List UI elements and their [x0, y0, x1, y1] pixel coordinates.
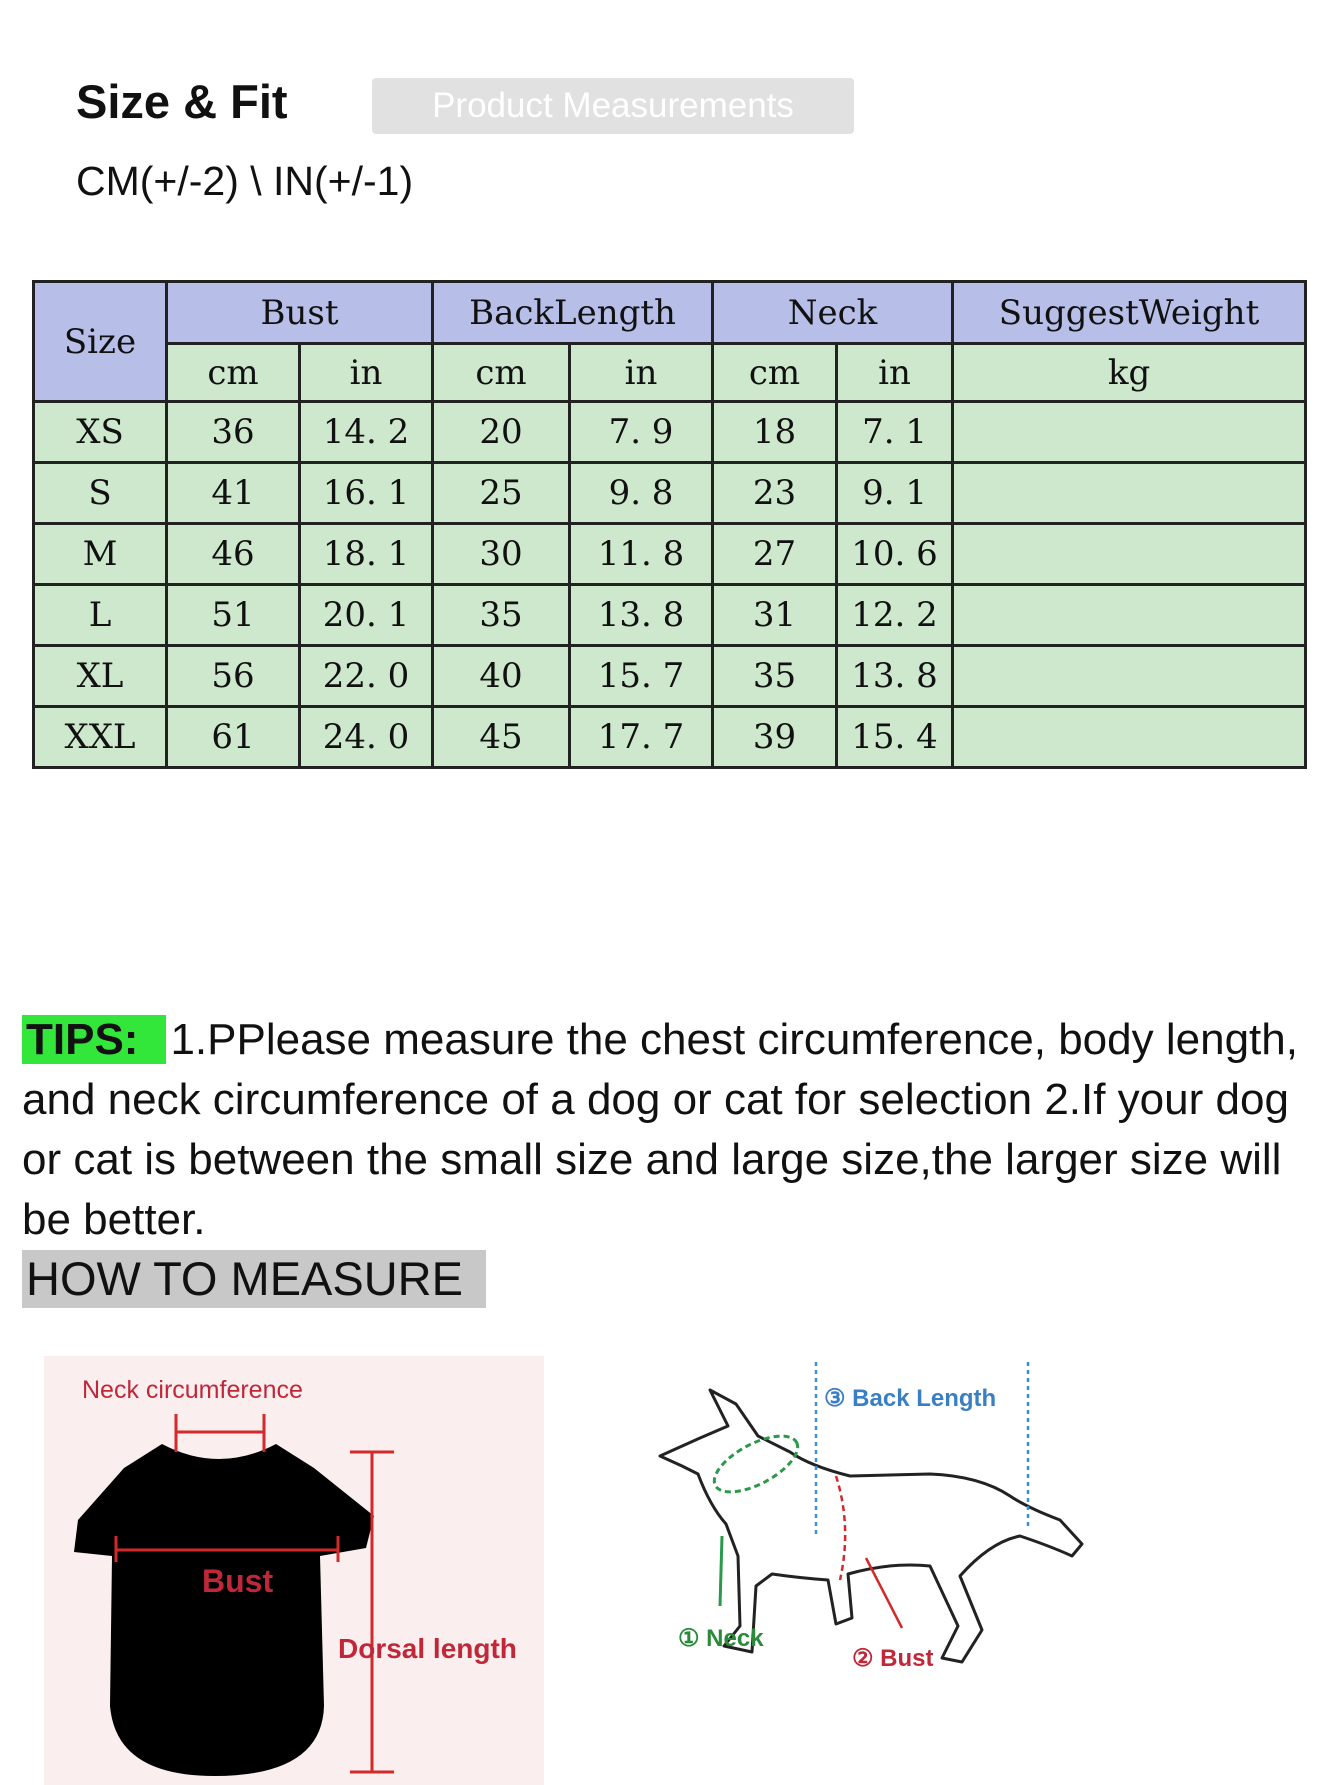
- table-cell: 22. 0: [300, 646, 433, 707]
- table-cell: 15. 7: [570, 646, 713, 707]
- neck-label: ① Neck: [678, 1625, 764, 1652]
- suggestweight-group-header: SuggestWeight: [953, 282, 1306, 344]
- table-cell: 14. 2: [300, 402, 433, 463]
- table-cell: 23: [713, 463, 837, 524]
- table-cell: 39: [713, 707, 837, 768]
- neck-pointer-line: [720, 1536, 722, 1606]
- table-cell: 24. 0: [300, 707, 433, 768]
- table-cell: 35: [713, 646, 837, 707]
- table-cell: 61: [167, 707, 300, 768]
- table-cell: 7. 9: [570, 402, 713, 463]
- page-title: Size & Fit: [76, 75, 288, 128]
- table-cell: 18: [713, 402, 837, 463]
- neck-group-header: Neck: [713, 282, 953, 344]
- table-row: [34, 402, 1306, 463]
- size-cell: XS: [34, 402, 167, 463]
- table-cell: 46: [167, 524, 300, 585]
- size-cell: XL: [34, 646, 167, 707]
- weight-cell: [953, 646, 1306, 707]
- weight-cell: [953, 463, 1306, 524]
- table-row: [34, 646, 1306, 707]
- weight-cell: [953, 585, 1306, 646]
- table-cell: 15. 4: [837, 707, 953, 768]
- table-row: [34, 463, 1306, 524]
- unit-header: kg: [953, 344, 1306, 402]
- table-cell: 30: [433, 524, 570, 585]
- bust-group-header: Bust: [167, 282, 433, 344]
- table-cell: 45: [433, 707, 570, 768]
- table-cell: 36: [167, 402, 300, 463]
- table-cell: 56: [167, 646, 300, 707]
- how-to-measure-heading: HOW TO MEASURE: [22, 1250, 486, 1308]
- dog-outline-icon: [660, 1390, 1082, 1662]
- size-cell: M: [34, 524, 167, 585]
- back-length-label: ③ Back Length: [824, 1385, 997, 1412]
- table-cell: 40: [433, 646, 570, 707]
- unit-header: cm: [713, 344, 837, 402]
- table-cell: 9. 8: [570, 463, 713, 524]
- table-row: [34, 524, 1306, 585]
- bust-label: ② Bust: [852, 1645, 934, 1672]
- neck-circumference-label: Neck circumference: [82, 1376, 303, 1404]
- tips-text: 1.PPlease measure the chest circumference, body length, and neck circumference of a dog or cat for selection 2.If your dog or cat is between the small size and large size,the larger size will be better.: [22, 1015, 1298, 1244]
- table-cell: 27: [713, 524, 837, 585]
- table-cell: 41: [167, 463, 300, 524]
- backlength-group-header: BackLength: [433, 282, 713, 344]
- size-table: [32, 280, 1307, 769]
- weight-cell: [953, 707, 1306, 768]
- size-column-header: Size: [34, 282, 167, 402]
- table-cell: 25: [433, 463, 570, 524]
- size-cell: L: [34, 585, 167, 646]
- table-cell: 13. 8: [570, 585, 713, 646]
- neck-collar-icon: [706, 1425, 806, 1504]
- table-cell: 31: [713, 585, 837, 646]
- table-cell: 20. 1: [300, 585, 433, 646]
- table-cell: 11. 8: [570, 524, 713, 585]
- unit-header: in: [837, 344, 953, 402]
- table-cell: 10. 6: [837, 524, 953, 585]
- shirt-measurement-diagram: [44, 1356, 544, 1785]
- dog-measurement-diagram: [640, 1356, 1160, 1726]
- table-cell: 17. 7: [570, 707, 713, 768]
- bust-label: Bust: [202, 1563, 274, 1599]
- table-cell: 16. 1: [300, 463, 433, 524]
- table-cell: 35: [433, 585, 570, 646]
- tips-label: TIPS:: [22, 1015, 166, 1064]
- tolerance-note: CM(+/-2) \ IN(+/-1): [76, 158, 414, 204]
- unit-header: cm: [167, 344, 300, 402]
- table-cell: 13. 8: [837, 646, 953, 707]
- dorsal-length-label: Dorsal length: [338, 1633, 517, 1664]
- table-cell: 7. 1: [837, 402, 953, 463]
- tips-paragraph: [22, 1010, 1332, 1250]
- table-cell: 12. 2: [837, 585, 953, 646]
- unit-header: cm: [433, 344, 570, 402]
- weight-cell: [953, 402, 1306, 463]
- table-row: [34, 585, 1306, 646]
- table-cell: 20: [433, 402, 570, 463]
- unit-header: in: [300, 344, 433, 402]
- product-measurements-tab[interactable]: Product Measurements: [372, 78, 854, 134]
- table-cell: 51: [167, 585, 300, 646]
- table-cell: 9. 1: [837, 463, 953, 524]
- size-cell: XXL: [34, 707, 167, 768]
- bust-pointer-line: [866, 1558, 902, 1628]
- table-row: [34, 707, 1306, 768]
- size-cell: S: [34, 463, 167, 524]
- unit-header: in: [570, 344, 713, 402]
- table-cell: 18. 1: [300, 524, 433, 585]
- bust-loop-icon: [836, 1476, 845, 1580]
- weight-cell: [953, 524, 1306, 585]
